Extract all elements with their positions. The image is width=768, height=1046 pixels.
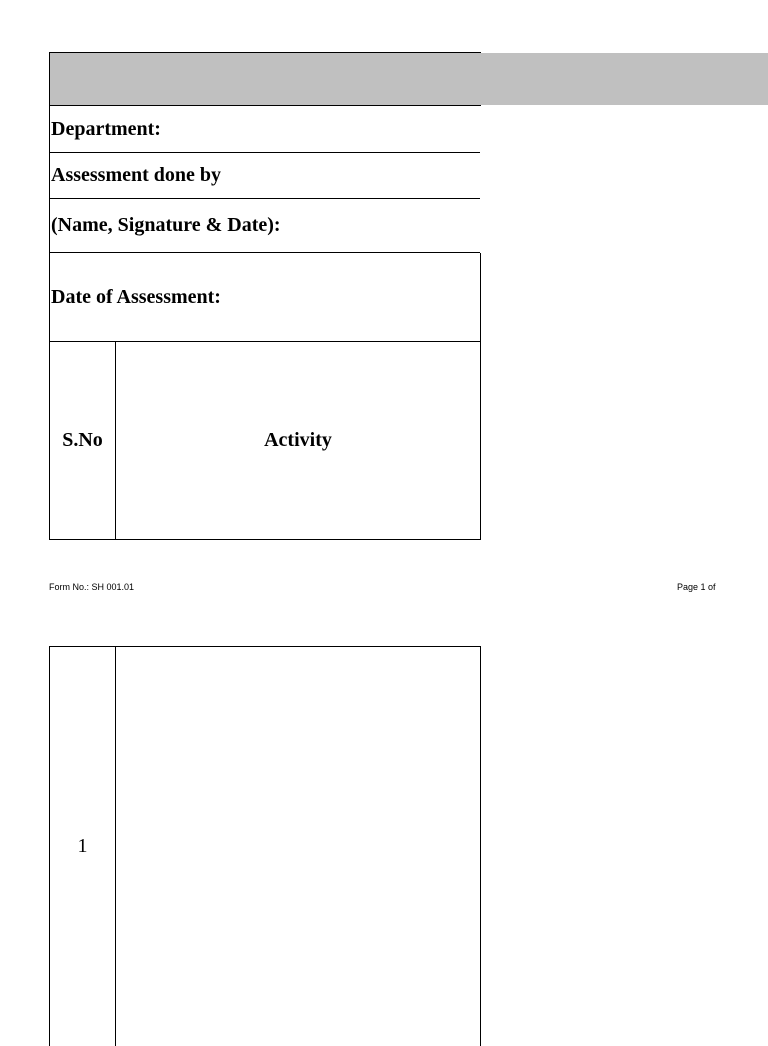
date-of-assessment-label: Date of Assessment: — [51, 285, 221, 308]
row-sno-cell: 1 — [50, 647, 116, 1046]
row-activity-cell[interactable] — [116, 647, 480, 1046]
assessment-by-row — [49, 153, 480, 199]
name-signature-label: (Name, Signature & Date): — [51, 214, 281, 236]
date-of-assessment-row — [49, 253, 481, 342]
assessment-by-label: Assessment done by — [51, 164, 222, 186]
sno-header: S.No — [50, 342, 116, 539]
header-band-extension — [481, 53, 768, 105]
name-signature-row — [49, 199, 480, 253]
page-number: Page 1 of — [677, 582, 716, 592]
department-label: Department: — [51, 117, 161, 140]
table-row — [49, 646, 481, 1046]
form-header-cell — [49, 52, 481, 106]
table-header-row — [49, 342, 481, 540]
activity-header: Activity — [264, 429, 332, 451]
form-number: Form No.: SH 001.01 — [49, 582, 135, 592]
department-row — [49, 106, 480, 153]
